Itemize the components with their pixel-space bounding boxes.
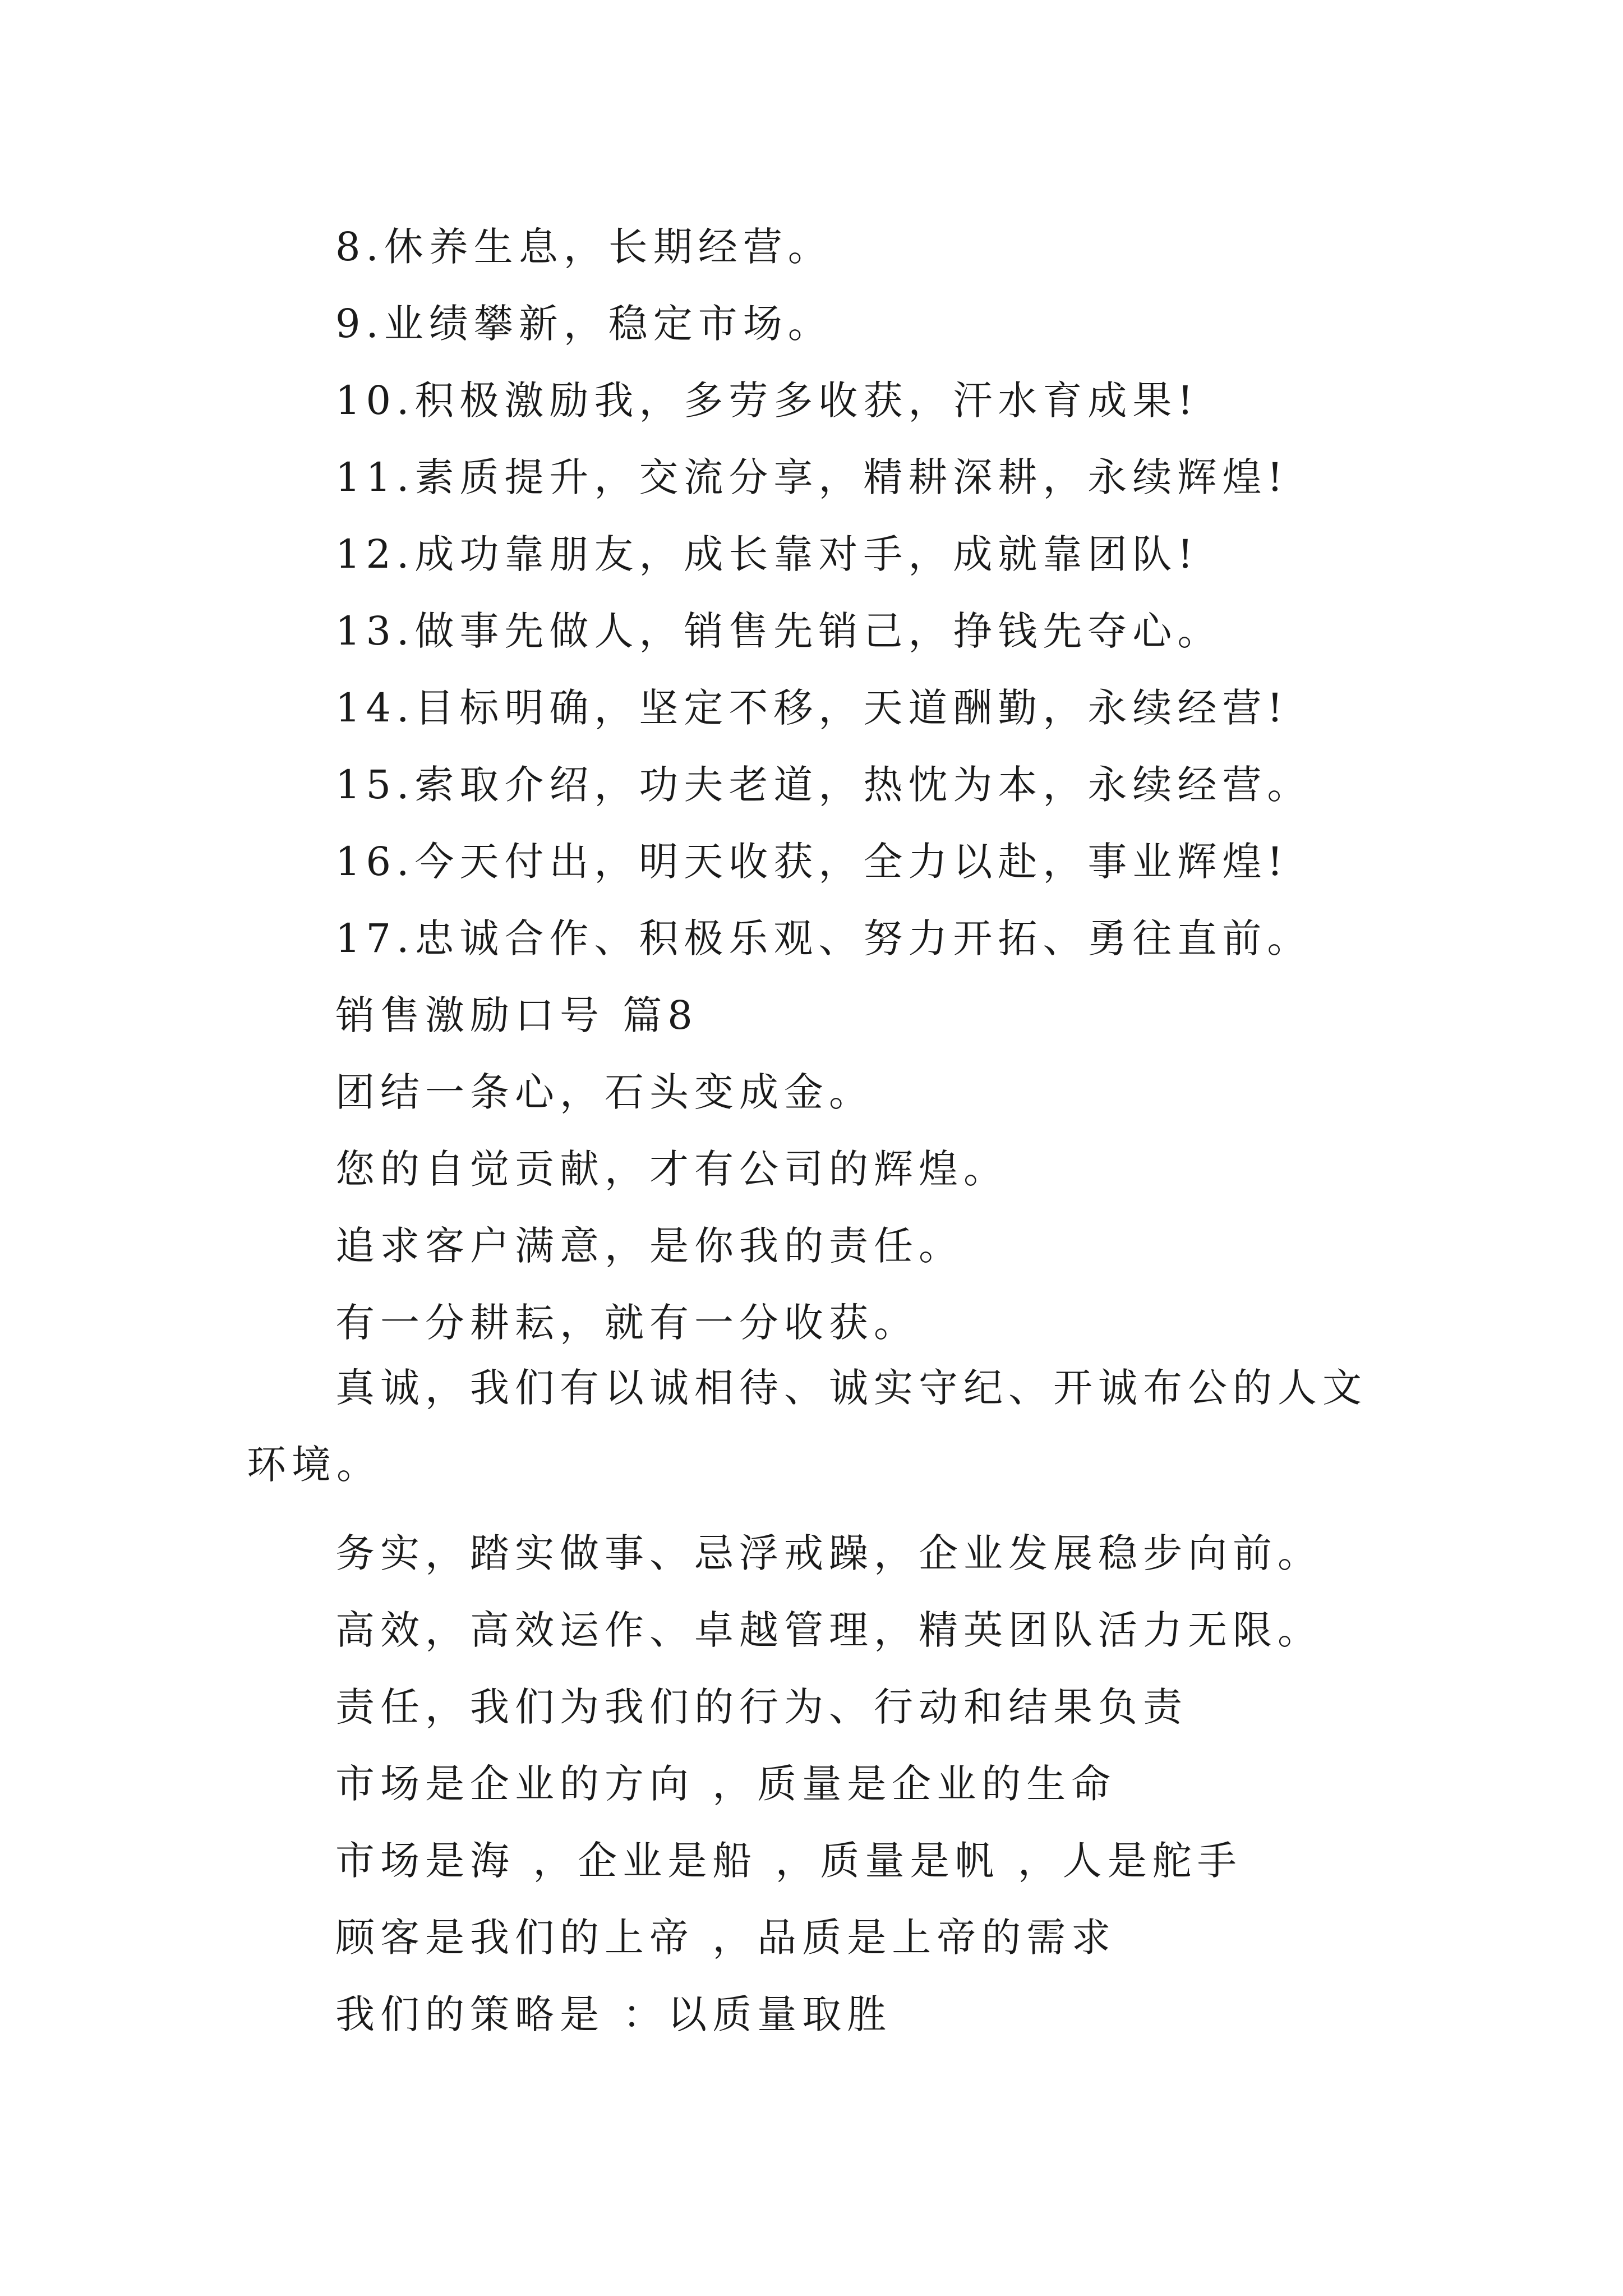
paragraph: 责任，我们为我们的行为、行动和结果负责	[335, 1684, 1188, 1730]
paragraph: 10.积极激励我，多劳多收获，汗水育成果!	[335, 378, 1199, 424]
paragraph: 12.成功靠朋友，成长靠对手，成就靠团队!	[335, 531, 1199, 577]
paragraph: 11.素质提升，交流分享，精耕深耕，永续辉煌!	[335, 454, 1289, 500]
paragraph: 团结一条心，石头变成金。	[335, 1069, 874, 1115]
paragraph: 务实，踏实做事、忌浮戒躁，企业发展稳步向前。	[335, 1530, 1322, 1576]
paragraph: 9.业绩攀新，稳定市场。	[335, 301, 833, 347]
paragraph: 顾客是我们的上帝 ，品质是上帝的需求	[335, 1915, 1117, 1961]
paragraph: 13.做事先做人，销售先销己，挣钱先夺心。	[335, 608, 1223, 654]
paragraph: 真诚，我们有以诚相待、诚实守纪、开诚布公的人文环境。	[247, 1365, 1367, 1488]
paragraph: 市场是海 ，企业是船 ，质量是帆 ，人是舵手	[335, 1838, 1242, 1884]
paragraph: 市场是企业的方向 ，质量是企业的生命	[335, 1761, 1117, 1807]
paragraph: 15.索取介绍，功夫老道，热忱为本，永续经营。	[335, 762, 1312, 808]
paragraph: 您的自觉贡献，才有公司的辉煌。	[335, 1146, 1008, 1192]
paragraph: 有一分耕耘，就有一分收获。	[335, 1300, 919, 1346]
paragraph: 16.今天付出，明天收获，全力以赴，事业辉煌!	[335, 839, 1289, 885]
paragraph: 高效，高效运作、卓越管理，精英团队活力无限。	[335, 1607, 1322, 1653]
paragraph: 8.休养生息，长期经营。	[335, 224, 833, 270]
paragraph: 14.目标明确，坚定不移，天道酬勤，永续经营!	[335, 685, 1289, 731]
paragraph: 17.忠诚合作、积极乐观、努力开拓、勇往直前。	[335, 915, 1312, 961]
paragraph: 追求客户满意，是你我的责任。	[335, 1223, 963, 1269]
paragraph: 我们的策略是 ：以质量取胜	[335, 1991, 892, 2037]
section-heading: 销售激励口号 篇8	[335, 992, 698, 1038]
